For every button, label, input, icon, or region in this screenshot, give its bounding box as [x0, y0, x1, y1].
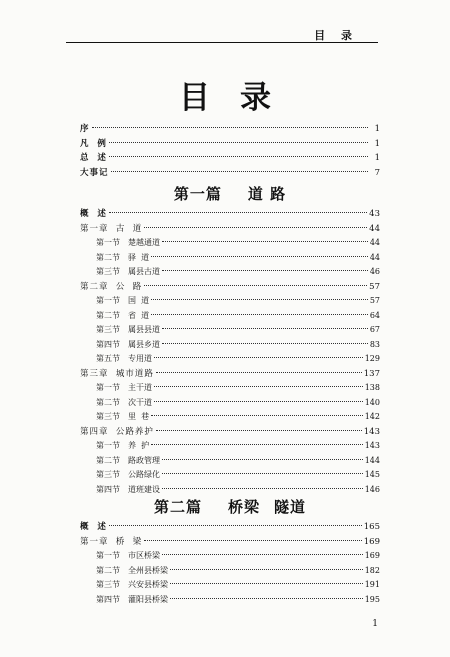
- toc-entry[interactable]: [80, 309, 380, 324]
- toc-section-number: 第一节: [96, 551, 120, 560]
- toc-entry-label: 全州县桥梁: [128, 565, 168, 575]
- toc-entry-label: 省 道: [128, 310, 150, 320]
- toc-entry-page: 142: [364, 412, 380, 421]
- toc-entry-page: 1: [374, 153, 380, 163]
- leader-dots: [109, 142, 368, 143]
- toc-entry-page: 169: [364, 551, 380, 560]
- toc-entry[interactable]: [80, 410, 380, 425]
- toc-entry[interactable]: [80, 137, 380, 152]
- leader-dots: [109, 212, 367, 213]
- part-2-heading: [80, 494, 380, 520]
- toc-section-number: 第二节: [96, 252, 120, 262]
- toc-section-number: 第三节: [96, 325, 120, 334]
- leader-dots: [162, 488, 363, 489]
- toc-entry-label: 国 道: [128, 296, 150, 305]
- toc-entry-label: 专用道: [128, 354, 152, 363]
- toc-entry-label: 第四章 公路养护: [80, 426, 154, 437]
- toc-entry[interactable]: [80, 454, 380, 469]
- toc-section-number: 第三节: [96, 470, 120, 479]
- page-number: 1: [372, 619, 378, 629]
- leader-dots: [151, 299, 368, 300]
- toc-entry[interactable]: [80, 593, 380, 608]
- leader-dots: [170, 569, 363, 570]
- leader-dots: [109, 525, 362, 526]
- toc-entry-page: 165: [363, 522, 380, 532]
- toc-entry[interactable]: [80, 251, 380, 266]
- leader-dots: [144, 540, 361, 541]
- toc-entry-page: 140: [364, 397, 380, 407]
- toc-entry[interactable]: [80, 280, 380, 295]
- toc-entry-label: 主干道: [128, 383, 152, 392]
- toc-entry[interactable]: [80, 549, 380, 564]
- toc-entry[interactable]: [80, 151, 380, 166]
- leader-dots: [92, 127, 368, 128]
- toc-entry[interactable]: [80, 468, 380, 483]
- toc-entry-label: 公路绿化: [128, 470, 160, 479]
- toc-entry[interactable]: [80, 207, 380, 222]
- toc-entry[interactable]: [80, 166, 380, 181]
- toc-entry-label: 凡 例: [80, 138, 107, 149]
- leader-dots: [111, 171, 368, 172]
- leader-dots: [162, 241, 368, 242]
- toc-entry-label: 驿 道: [128, 252, 150, 262]
- toc-entry-page: 44: [369, 252, 380, 262]
- toc-entry[interactable]: [80, 564, 380, 579]
- toc-entry-page: 1: [374, 124, 380, 134]
- toc-entry-page: 46: [369, 267, 380, 276]
- part-2-number: 第二篇: [153, 498, 202, 516]
- leader-dots: [162, 554, 363, 555]
- toc-section-number: 第一节: [96, 238, 120, 247]
- leader-dots: [156, 430, 362, 431]
- toc-entry-page: 83: [369, 339, 380, 349]
- toc-entry[interactable]: [80, 578, 380, 593]
- toc-section-number: 第四节: [96, 339, 120, 349]
- toc-entry-page: 182: [364, 565, 380, 575]
- toc-entry[interactable]: [80, 122, 380, 137]
- toc-entry-label: 兴安县桥梁: [128, 580, 168, 589]
- toc-entry[interactable]: [80, 396, 380, 411]
- toc-entry-page: 169: [363, 536, 380, 547]
- toc-entry-page: 145: [364, 470, 380, 479]
- toc-entry-page: 57: [369, 281, 380, 292]
- toc-entry[interactable]: [80, 520, 380, 535]
- toc-entry-page: 146: [364, 484, 380, 494]
- toc-entry[interactable]: [80, 222, 380, 237]
- leader-dots: [151, 256, 368, 257]
- toc-entry-label: 次干道: [128, 397, 152, 407]
- toc-entry-label: 市区桥梁: [128, 551, 160, 560]
- toc-entry-page: 144: [364, 455, 380, 465]
- toc-entry-page: 7: [374, 167, 380, 178]
- toc-entry-page: 1: [374, 138, 380, 149]
- leader-dots: [154, 401, 363, 402]
- leader-dots: [162, 473, 363, 474]
- toc-entry-label: 属县古道: [128, 267, 160, 276]
- toc-entry-label: 属县乡道: [128, 339, 160, 349]
- toc-entry[interactable]: [80, 294, 380, 309]
- toc-section-number: 第一节: [96, 441, 120, 450]
- toc-entry[interactable]: [80, 338, 380, 353]
- toc-entry[interactable]: [80, 352, 380, 367]
- leader-dots: [154, 386, 363, 387]
- toc-entry-page: 143: [363, 426, 380, 437]
- toc-entry-page: 195: [364, 594, 380, 604]
- leader-dots: [154, 357, 363, 358]
- toc-entry-label: 路政管理: [128, 455, 160, 465]
- toc-section-number: 第三节: [96, 580, 120, 589]
- part-1-number: 第一篇: [173, 185, 222, 203]
- part-2-title-a: 桥梁: [227, 498, 260, 516]
- leader-dots: [162, 328, 368, 329]
- toc-entry[interactable]: [80, 236, 380, 251]
- toc-entry-page: 138: [364, 383, 380, 392]
- toc-section-number: 第四节: [96, 484, 120, 494]
- toc-entry-label: 里 巷: [128, 412, 150, 421]
- toc-section-number: 第二节: [96, 397, 120, 407]
- toc-entry-label: 灌阳县桥梁: [128, 594, 168, 604]
- toc-section-number: 第三节: [96, 412, 120, 421]
- toc-entry-page: 43: [369, 209, 380, 219]
- toc-entry-label: 养 护: [128, 441, 150, 450]
- toc-entry-page: 67: [369, 325, 380, 334]
- toc-section-number: 第三节: [96, 267, 120, 276]
- leader-dots: [162, 270, 368, 271]
- toc-front-matter: [80, 122, 380, 180]
- toc-section-number: 第五节: [96, 354, 120, 363]
- toc-entry-page: 191: [364, 580, 380, 589]
- page-title: 目录: [179, 80, 301, 116]
- leader-dots: [156, 372, 362, 373]
- toc-entry-label: 属县县道: [128, 325, 160, 334]
- part-1-heading: [80, 181, 380, 207]
- leader-dots: [162, 459, 363, 460]
- toc-entry-page: 44: [369, 223, 380, 234]
- leader-dots: [151, 444, 363, 445]
- leader-dots: [170, 583, 363, 584]
- toc-entry-label: 概 述: [80, 522, 107, 532]
- toc-entry-label: 序: [80, 124, 90, 134]
- toc-entry-page: 44: [369, 238, 380, 247]
- header-rule: [66, 42, 378, 43]
- toc-entry-label: 第二章 公 路: [80, 281, 143, 292]
- toc-entry-page: 137: [363, 368, 380, 379]
- toc-entry[interactable]: [80, 323, 380, 338]
- leader-dots: [162, 343, 368, 344]
- toc-section-number: 第一节: [96, 383, 120, 392]
- leader-dots: [109, 156, 368, 157]
- toc-section-number: 第二节: [96, 565, 120, 575]
- toc-entry[interactable]: [80, 439, 380, 454]
- toc-entry[interactable]: [80, 381, 380, 396]
- leader-dots: [144, 227, 367, 228]
- part-2-title-b: 隧道: [274, 498, 307, 516]
- toc-entry-label: 第三章 城市道路: [80, 368, 154, 379]
- toc-section-number: 第四节: [96, 594, 120, 604]
- toc-entry-label: 第一章 桥 梁: [80, 536, 143, 547]
- toc-entry[interactable]: [80, 265, 380, 280]
- toc-section-number: 第一节: [96, 296, 120, 305]
- toc-section-number: 第二节: [96, 310, 120, 320]
- toc-entry-label: 楚越通道: [128, 238, 160, 247]
- toc-part-2: [80, 494, 380, 607]
- toc-part-1: [80, 181, 380, 497]
- toc-entry-label: 大事记: [80, 167, 109, 178]
- toc-entry-label: 第一章 古 道: [80, 223, 143, 234]
- toc-entry[interactable]: [80, 425, 380, 440]
- toc-entry-label: 概 述: [80, 209, 107, 219]
- leader-dots: [144, 285, 367, 286]
- toc-entry[interactable]: [80, 367, 380, 382]
- leader-dots: [170, 598, 363, 599]
- leader-dots: [151, 314, 368, 315]
- toc-entry-page: 143: [364, 441, 380, 450]
- toc-entry-page: 64: [369, 310, 380, 320]
- toc-entry-page: 57: [369, 296, 380, 305]
- toc-section-number: 第二节: [96, 455, 120, 465]
- toc-entry[interactable]: [80, 535, 380, 550]
- header-label: 目 录: [314, 29, 358, 42]
- toc-entry-label: 道班建设: [128, 484, 160, 494]
- toc-entry-label: 总 述: [80, 153, 107, 163]
- toc-entry-page: 129: [364, 354, 380, 363]
- leader-dots: [151, 415, 363, 416]
- part-1-title: 道 路: [247, 185, 287, 203]
